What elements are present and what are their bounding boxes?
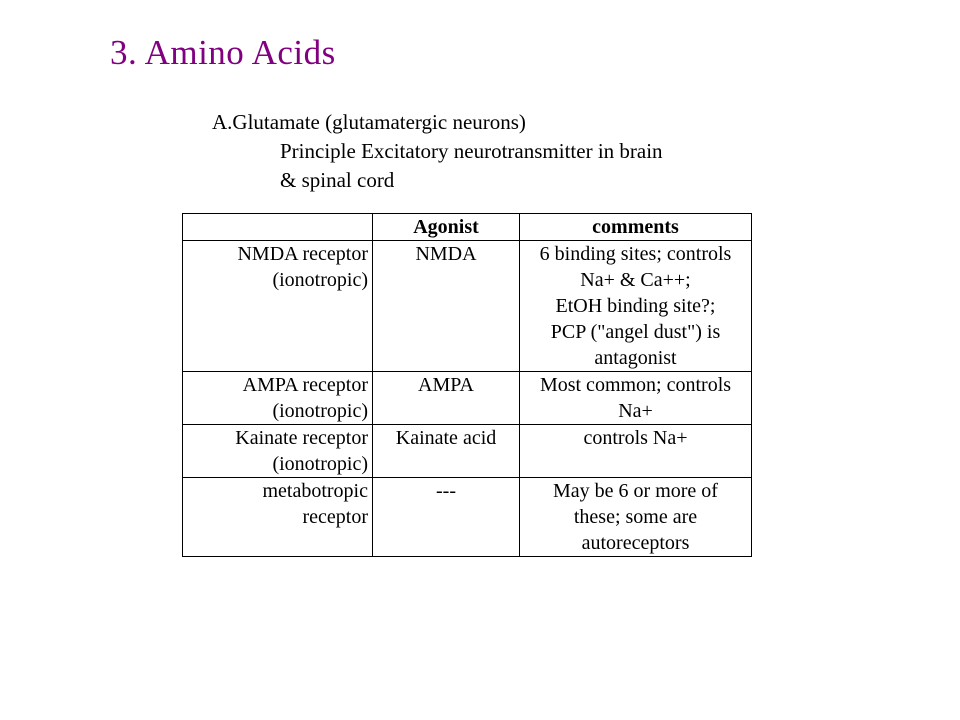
table-row [183, 478, 752, 557]
agonist-cell: Kainate acid [373, 425, 520, 478]
receptor-type: (ionotropic) [272, 400, 368, 422]
receptor-cell [183, 478, 373, 557]
column-header-comments: comments [520, 214, 752, 241]
column-header-agonist: Agonist [373, 214, 520, 241]
comment-line: controls Na+ [583, 427, 688, 449]
receptor-type: receptor [302, 506, 368, 528]
receptor-name: Kainate receptor [235, 427, 368, 449]
receptor-cell [183, 425, 373, 478]
comment-line: EtOH binding site?; [555, 295, 716, 317]
receptor-name: metabotropic [262, 480, 368, 502]
receptor-table [182, 213, 752, 557]
intro-heading: A.Glutamate (glutamatergic neurons) [212, 110, 526, 134]
table-row [183, 241, 752, 372]
receptor-name: AMPA receptor [242, 374, 368, 396]
table-header-row [183, 214, 752, 241]
intro-line-2: & spinal cord [280, 168, 395, 192]
comment-line: 6 binding sites; controls [539, 243, 732, 265]
comment-line: May be 6 or more of [553, 480, 718, 502]
slide-title: 3. Amino Acids [110, 33, 336, 72]
receptor-type: (ionotropic) [272, 269, 368, 291]
comment-line: Na+ [618, 400, 653, 422]
comment-line: Na+ & Ca++; [580, 269, 691, 291]
column-header-receptor [183, 214, 373, 241]
comments-cell [520, 372, 752, 425]
receptor-type: (ionotropic) [272, 453, 368, 475]
receptor-cell [183, 372, 373, 425]
table-row [183, 372, 752, 425]
comment-line: Most common; controls [539, 374, 732, 396]
receptor-cell [183, 241, 373, 372]
receptor-name: NMDA receptor [237, 243, 368, 265]
comment-line: these; some are [573, 506, 698, 528]
comments-cell [520, 425, 752, 478]
table-row [183, 425, 752, 478]
comments-cell [520, 478, 752, 557]
comment-line: autoreceptors [581, 532, 690, 554]
agonist-cell: --- [373, 478, 520, 557]
comment-line: antagonist [594, 347, 677, 369]
comments-cell [520, 241, 752, 372]
agonist-cell: NMDA [373, 241, 520, 372]
agonist-cell: AMPA [373, 372, 520, 425]
comment-line: PCP ("angel dust") is [550, 321, 721, 343]
intro-line-1: Principle Excitatory neurotransmitter in brain [280, 139, 663, 163]
intro-text [212, 108, 663, 195]
